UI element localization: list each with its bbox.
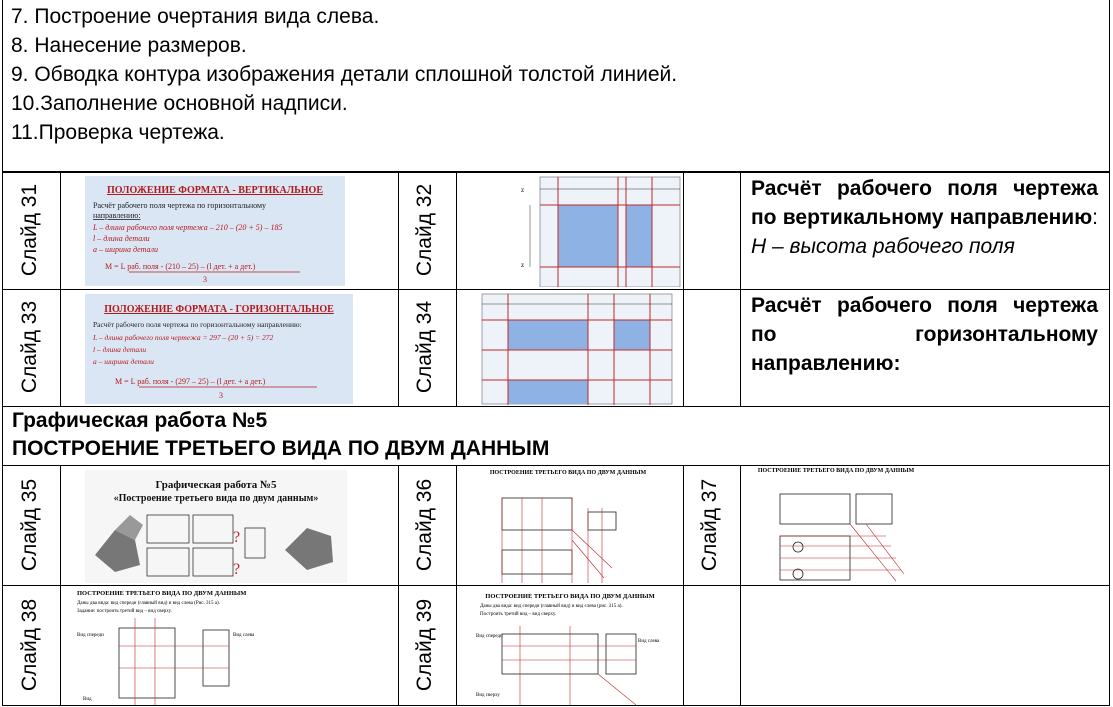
table-border [683,465,684,705]
thumb31-denominator: 3 [203,275,207,284]
slide-label: Слайд 39 [413,598,436,692]
thumb38-line: Даны два вида: вид спереди (главный вид) и вид слева (Рис. 315 а). [77,601,220,606]
slide-label: Слайд 33 [18,300,41,394]
thumb35-title: Графическая работа №5 [155,479,277,491]
table-border [60,172,61,406]
thumb38-view-label: Вид слева [233,633,255,638]
thumb38-line: Задание: построить третий вид – вид сверху. [77,609,172,614]
step-item: 7. Построение очертания вида слева. [11,5,380,28]
thumb33-formula: M = L раб. поля - (297 – 25) – (l дет. + a дет.) [115,377,266,386]
row1-desc-line2: Н – высота рабочего поля [751,235,1015,258]
thumb39-view-label: Вид слева [638,639,660,644]
table-border [2,705,1110,706]
slide-33-thumbnail [85,294,353,404]
step-item: 10.Заполнение основной надписи. [11,92,348,115]
svg-text:?: ? [233,529,241,546]
slide-31-thumbnail [85,176,345,286]
table-border [740,172,741,406]
table-border [740,465,741,705]
thumb31-line: Расчёт рабочего поля чертежа по горизонтальному [93,201,267,210]
svg-text:?: ? [233,561,241,578]
table-border [456,465,457,705]
table-border [2,172,1110,173]
slide-38-thumbnail [75,588,275,705]
thumb36-title: ПОСТРОЕНИЕ ТРЕТЬЕГО ВИДА ПО ДВУМ ДАННЫМ [489,470,647,476]
thumb38-view-label: Вид [83,697,92,702]
table-border [398,172,399,406]
thumb39-line: Построить третий вид – вид сверху. [480,612,557,617]
thumb33-denominator: 3 [219,391,223,400]
table-border [2,172,3,706]
thumb39-line: Даны два вида: вид спереди (главный вид) и вид слева (рис. 315 а). [480,604,623,609]
slide-label: Слайд 31 [18,183,41,277]
table-border [2,289,1110,290]
thumb38-view-label: Вид спереди [77,633,104,638]
row2-desc-bold: Расчёт рабочего поля чертежа по горизонтальному направлению: [751,294,1098,375]
table-border [683,172,684,406]
thumb31-title: ПОЛОЖЕНИЕ ФОРМАТА - ВЕРТИКАЛЬНОЕ [106,185,324,196]
thumb39-view-label: Вид спереди [476,634,503,639]
slide-label: Слайд 32 [413,183,436,277]
slide-34-thumbnail [462,292,674,405]
slide-32-thumbnail [510,175,682,287]
thumb31-line: a – ширина детали [93,245,158,254]
thumb31-line: L – длина рабочего поля чертежа – 210 – (20 + 5) – 185 [93,223,283,232]
thumb38-title: ПОСТРОЕНИЕ ТРЕТЬЕГО ВИДА ПО ДВУМ ДАННЫМ [77,590,247,597]
thumb39-title: ПОСТРОЕНИЕ ТРЕТЬЕГО ВИДА ПО ДВУМ ДАННЫМ [485,593,655,600]
steps-list [11,2,677,147]
svg-text:z: z [521,261,525,269]
slide-35-thumbnail [85,470,347,583]
table-border [2,585,1110,586]
thumb33-title: ПОЛОЖЕНИЕ ФОРМАТА - ГОРИЗОНТАЛЬНОЕ [104,304,334,315]
slide-label: Слайд 35 [18,478,41,572]
table-border [456,172,457,406]
thumb33-line: a – ширина детали [93,357,154,366]
table-border [398,465,399,705]
thumb39-view-label: Вид сверху [476,693,500,698]
thumb31-line: направлению: [93,211,141,220]
thumb31-line: l – длина детали [93,234,150,243]
table-border [60,465,61,705]
slide-39-thumbnail [470,590,670,705]
slide-label: Слайд 34 [413,300,436,394]
row1-desc-bold: Расчёт рабочего поля чертежа по вертикальному направлению [751,177,1098,229]
step-item: 8. Нанесение размеров. [11,34,247,57]
row1-desc-colon: : [1092,206,1098,229]
section-title: Графическая работа №5 [12,409,268,432]
row1-description [751,174,1098,261]
slide-37-thumbnail [746,466,926,584]
row2-description [751,291,1098,378]
thumb37-title: ПОСТРОЕНИЕ ТРЕТЬЕГО ВИДА ПО ДВУМ ДАННЫМ [757,468,915,474]
table-border [2,465,1110,466]
svg-text:z: z [521,186,525,194]
section-subtitle: ПОСТРОЕНИЕ ТРЕТЬЕГО ВИДА ПО ДВУМ ДАННЫМ [12,437,550,460]
thumb33-line: l – длина детали [93,345,147,354]
section-heading [12,407,549,463]
slide-label: Слайд 36 [413,478,436,572]
slide-label: Слайд 38 [18,598,41,692]
thumb33-line: L – длина рабочего поля чертежа = 297 – (20 + 5) = 272 [93,333,274,342]
thumb31-formula: M = L раб. поля - (210 – 25) – (l дет. + a дет.) [105,262,256,271]
step-item: 9. Обводка контура изображения детали сплошной толстой линией. [11,63,678,86]
step-item: 11.Проверка чертежа. [11,121,225,144]
thumb33-line: Расчёт рабочего поля чертежа по горизонтальному направлению: [93,320,302,329]
slide-label: Слайд 37 [698,478,721,572]
table-border [1109,172,1110,706]
slide-36-thumbnail [462,468,674,583]
thumb35-subtitle: «Построение третьего вида по двум данным» [113,493,319,504]
